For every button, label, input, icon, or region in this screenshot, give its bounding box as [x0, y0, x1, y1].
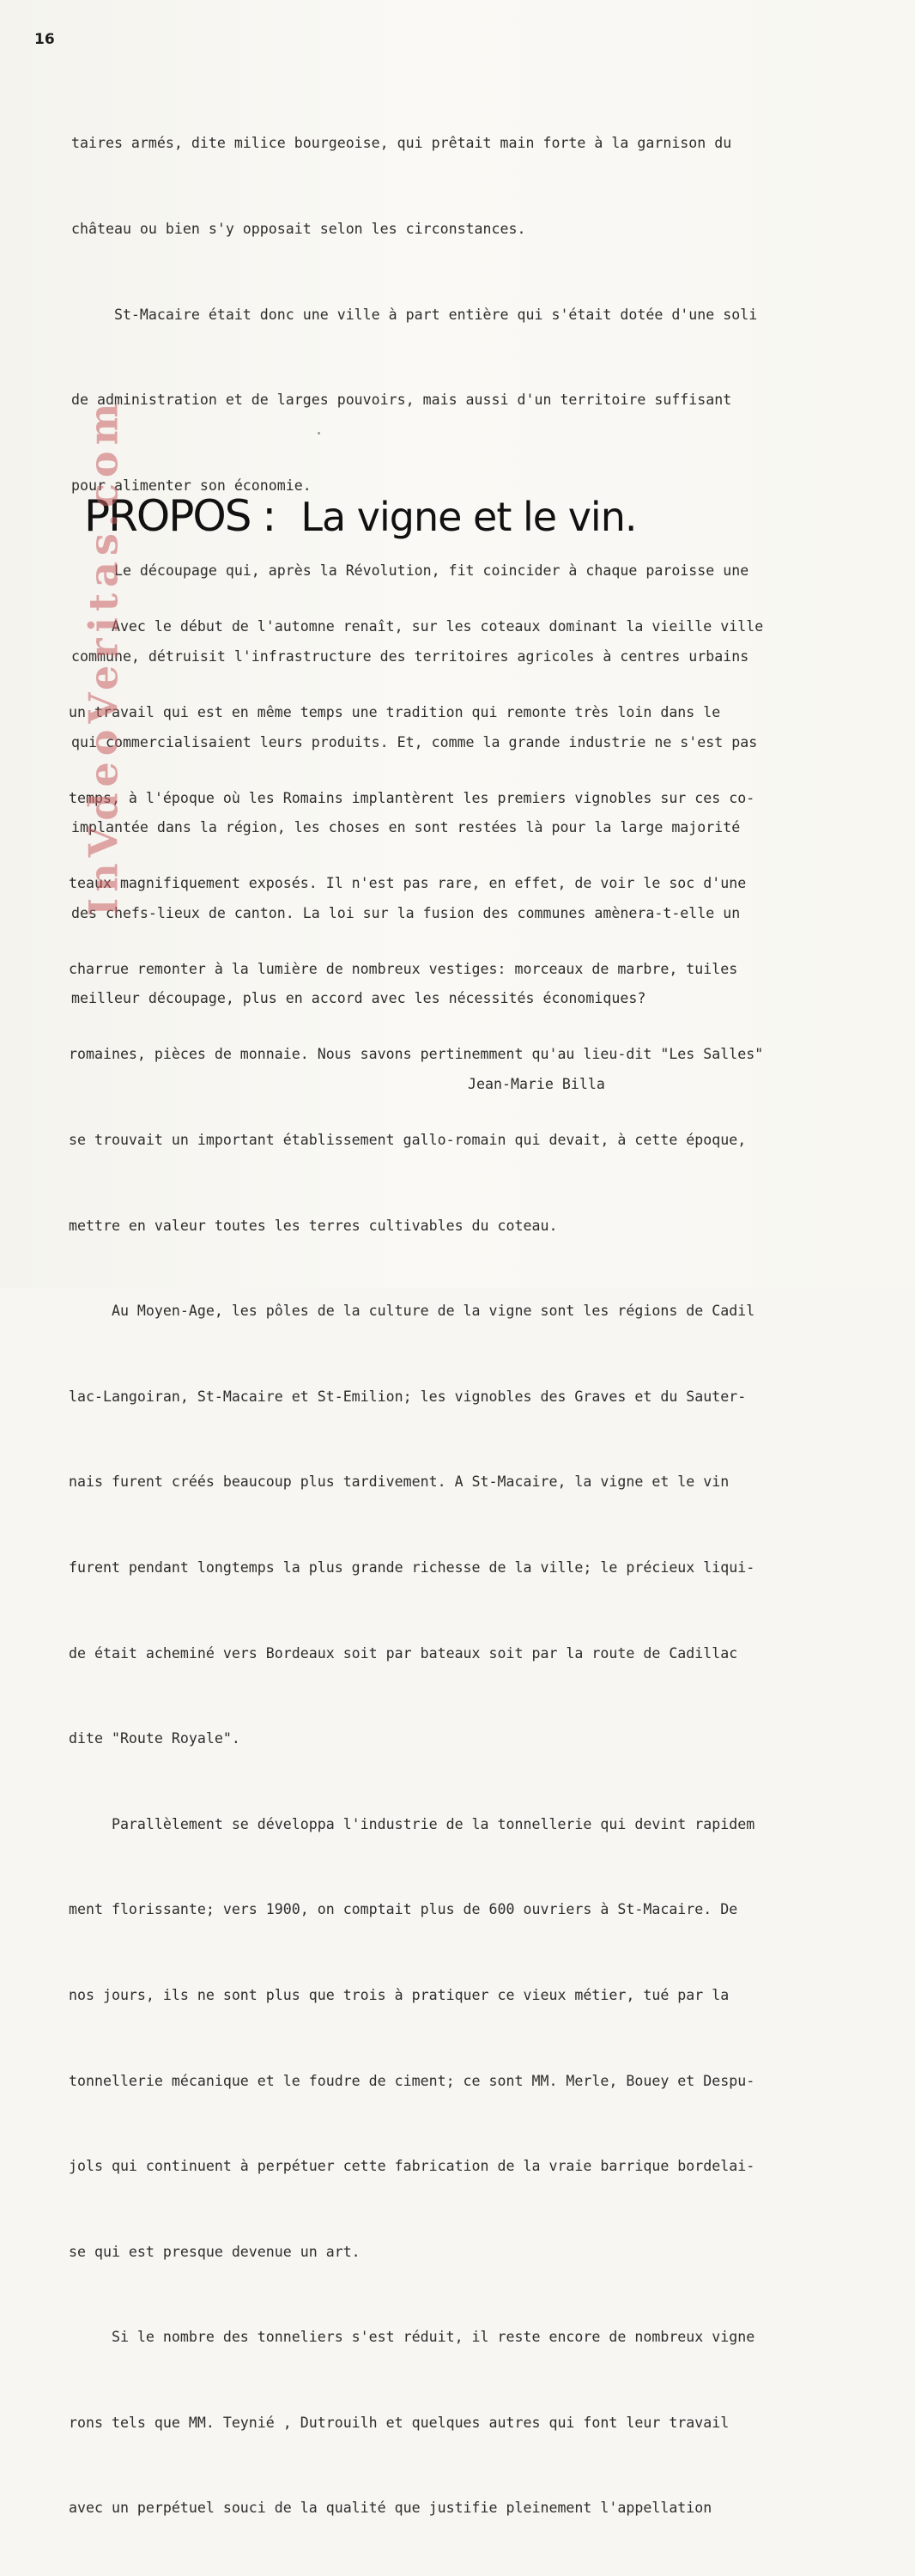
article-text-block	[69, 556, 876, 2576]
text-line: Au Moyen-Age, les pôles de la culture de la vigne sont les régions de Cadil	[69, 1303, 755, 1320]
text-line: tonnellerie mécanique et le foudre de ciment; ce sont MM. Merle, Bouey et Despu-	[69, 2072, 755, 2089]
text-line: commune, détruisit l'infrastructure des territoires agricoles à centres urbains	[71, 647, 749, 665]
text-line: avec un perpétuel souci de la qualité que justifie pleinement l'appellation	[69, 2500, 712, 2517]
text-line: ment florissante; vers 1900, on comptait plus de 600 ouvriers à St-Macaire. De	[69, 1901, 738, 1918]
text-line: lac-Langoiran, St-Macaire et St-Emilion; les vignobles des Graves et du Sauter-	[69, 1388, 747, 1405]
text-line: taires armés, dite milice bourgeoise, qui prêtait main forte à la garnison du	[71, 135, 732, 152]
text-line: se trouvait un important établissement gallo-romain qui devait, à cette époque,	[69, 1131, 747, 1148]
text-line: mettre en valeur toutes les terres cultivables du coteau.	[69, 1217, 558, 1234]
text-line: furent pendant longtemps la plus grande richesse de la ville; le précieux liqui-	[69, 1558, 755, 1576]
text-line: château ou bien s'y opposait selon les circonstances.	[71, 221, 526, 237]
text-line: un travail qui est en même temps une tradition qui remonte très loin dans le	[69, 704, 721, 720]
text-line: nos jours, ils ne sont plus que trois à pratiquer ce vieux métier, tué par la	[69, 1986, 730, 2003]
text-line: qui commercialisaient leurs produits. Et, comme la grande industrie ne s'est pas	[71, 733, 758, 750]
text-line: rons tels que MM. Teynié , Dutrouilh et quelques autres qui font leur travail	[69, 2414, 730, 2431]
article-title: La vigne et le vin.	[300, 494, 637, 540]
text-line: meilleur découpage, plus en accord avec les nécessités économiques?	[71, 990, 646, 1007]
text-line: St-Macaire était donc une ville à part entière qui s'était dotée d'une soli	[71, 306, 758, 323]
text-line: jols qui continuent à perpétuer cette fabrication de la vraie barrique bordelai-	[69, 2158, 755, 2175]
text-line: des chefs-lieux de canton. La loi sur la fusion des communes amènera-t-elle un	[71, 904, 741, 921]
text-line: dite "Route Royale".	[69, 1730, 240, 1747]
text-line: Si le nombre des tonneliers s'est réduit, il reste encore de nombreux vigne	[69, 2329, 755, 2346]
text-line: nais furent créés beaucoup plus tardivement. A St-Macaire, la vigne et le vin	[69, 1473, 730, 1491]
paper-speck	[318, 432, 320, 434]
text-line: pour alimenter son économie.	[71, 477, 312, 494]
watermark-text: InVdeoVeritas.com	[80, 397, 127, 917]
text-line: teaux magnifiquement exposés. Il n'est pas rare, en effet, de voir le soc d'une	[69, 875, 747, 892]
text-line: Le découpage qui, après la Révolution, fit coincider à chaque paroisse une	[71, 562, 749, 580]
page-number: 16	[34, 31, 55, 48]
text-line: Avec le début de l'automne renaît, sur les coteaux dominant la vieille ville	[69, 618, 764, 635]
article-heading	[84, 491, 637, 541]
text-line: de était acheminé vers Bordeaux soit par bateaux soit par la route de Cadillac	[69, 1644, 738, 1662]
text-line: se qui est presque devenue un art.	[69, 2243, 361, 2260]
text-line: Parallèlement se développa l'industrie de la tonnellerie qui devint rapidem	[69, 1815, 755, 1832]
text-line: de administration et de larges pouvoirs, mais aussi d'un territoire suffisant	[71, 392, 732, 409]
author-signature: Jean-Marie Billa	[468, 1075, 605, 1092]
text-line: temps, à l'époque où les Romains implantèrent les premiers vignobles sur ces co-	[69, 789, 755, 806]
text-line: implantée dans la région, les choses en sont restées là pour la large majorité	[71, 819, 741, 836]
text-line: romaines, pièces de monnaie. Nous savons pertinemment qu'au lieu-dit "Les Salles"	[69, 1046, 764, 1063]
heading-kicker: PROPOS :	[84, 491, 276, 541]
text-line: charrue remonter à la lumière de nombreux vestiges: morceaux de marbre, tuiles	[69, 960, 738, 977]
